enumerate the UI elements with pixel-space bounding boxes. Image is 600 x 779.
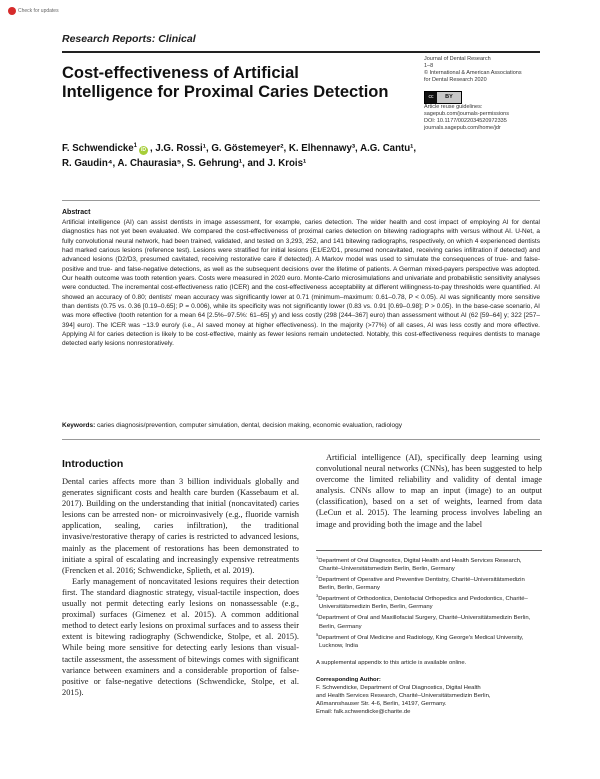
- introduction-heading: Introduction: [62, 458, 124, 470]
- section-label: Research Reports: Clinical: [62, 33, 196, 45]
- updates-icon: [8, 7, 16, 15]
- affiliation: $^5$Department of Oral Medicine and Radiology, King George's Medical University, Lucknow, India: [316, 631, 524, 649]
- page-range: 1–8: [424, 63, 434, 69]
- authors-line2: R. Gaudin⁴, A. Chaurasia⁵, S. Gehrung¹, and J. Krois¹: [62, 158, 307, 170]
- affiliation: $^2$Department of Operative and Preventive Dentistry, Charité–Universitätsmedizin Berlin, Berlin, Germany: [316, 574, 525, 592]
- doi[interactable]: DOI: 10.1177/0022034520972335: [424, 118, 507, 124]
- reuse-link[interactable]: sagepub.com/journals-permissions: [424, 111, 509, 117]
- header-rule: [62, 51, 540, 53]
- abstract-rule: [62, 200, 540, 201]
- affiliations-rule: [316, 550, 542, 551]
- affiliations: [316, 554, 542, 650]
- affiliation: $^1$Department of Oral Diagnostics, Digital Health and Health Services Research, Charité–Universitätsmedizin Berlin, Berlin, Germany: [316, 555, 522, 573]
- copyright-line-2: for Dental Research 2020: [424, 77, 487, 83]
- journal-meta: [424, 104, 554, 132]
- affiliation: $^3$Department of Orthodontics, Dentofacial Orthopedics and Pedodontics, Charité–Universitätsmedizin Berlin, Berlin, Germany: [316, 593, 528, 611]
- keywords-text: caries diagnosis/prevention, computer simulation, dental, decision making, economic evaluation, radiology: [95, 422, 402, 429]
- corresponding-heading: Corresponding Author:: [316, 677, 381, 683]
- corresponding-line: and Health Services Research, Charité–Universitätsmedizin Berlin,: [316, 693, 491, 700]
- corresponding-line: Aßmannshauser Str. 4-6, Berlin, 14197, Germany.: [316, 701, 447, 708]
- cc-by-label: BY: [437, 92, 461, 103]
- first-author-sup: 1: [133, 143, 137, 149]
- corresponding-line: F. Schwendicke, Department of Oral Diagnostics, Digital Health: [316, 685, 481, 692]
- journal-name: Journal of Dental Research: [424, 56, 491, 62]
- abstract-body: Artificial intelligence (AI) can assist dentists in image assessment, for example, caries detection. The wider health and cost impact of employing AI for dental diagnostics has not yet been evaluated. We compared the cost-effectiveness of proximal caries detection on bitewing radiographs with versus without AI. U-Net, a fully convolutional neural network, had been trained, validated, and tested on 3,293, 252, and 141 bitewing radiographs, respectively, on which 4 experienced dentists had marked carious lesions (reference test). Lesions were stratified for initial lesions (E1/E2/D1, presumed noncavitated, receiving caries infiltration if detected) and advanced lesions (D2/D3, presumed cavitated, receiving restorative care if detected). A Markov model was used to simulate the consequences of true- and false-positive and true- and false-negative detections, as well as the subsequent decisions over the lifetime of patients. A German mixed-payers perspective was adopted. Our health outcome was tooth retention years. Costs were measured in 2020 euro. Monte-Carlo microsimulations and univariate and probabilistic sensitivity analyses were conducted. The incremental cost-effectiveness ratio (ICER) and the cost-effectiveness acceptability at different willingness-to-pay thresholds were quantified. AI showed an accuracy of 0.80; dentists' mean accuracy was significantly lower at 0.71 (minimum–maximum: 0.61–0.78, P < 0.05). AI was significantly more sensitive than dentists (0.75 vs. 0.36 [0.19–0.65]; P = 0.006), while its specificity was not significantly lower (0.83 vs. 0.91 [0.69–0.98]; P > 0.05). In the base-case scenario, AI was more effective (tooth retention for a mean 64 [2.5%–97.5%: 61–65] y) and less costly (298 [244–367] euro) than assessment without AI (62 [59–64] y; 322 [257–394] euro). The ICER was −13.9 euro/y (i.e., AI saved money at higher effectiveness). In the majority (>77%) of all cases, AI was less costly and more effective. Applying AI for caries detection is likely to be cost-effective, mainly as fewer lesions remain undetected. Notably, this cost-effectiveness requires dentists to manage detected early lesions nonrestoratively.: [62, 219, 540, 348]
- intro-right-paragraph: Artificial intelligence (AI), specifically deep learning using convolutional neural networks (CNNs), has been suggested to help overcome the limited reliability and validity of dental image analysis. CNNs allow to map an input (image) to an output (classification), based on a set of weights, learned from data (LeCun et al. 2015). The learning process involves labeling an image and providing both the image and the label: [316, 453, 542, 529]
- journal-info: [424, 56, 550, 84]
- abstract-heading: Abstract: [62, 209, 91, 216]
- journal-home-link[interactable]: journals.sagepub.com/home/jdr: [424, 125, 501, 131]
- check-for-updates[interactable]: [8, 7, 59, 15]
- corresponding-email[interactable]: Email: falk.schwendicke@charite.de: [316, 709, 411, 716]
- orcid-icon[interactable]: iD: [140, 147, 146, 154]
- intro-left-column: [62, 476, 299, 698]
- keywords-rule: [62, 439, 540, 440]
- supplement-note: A supplemental appendix to this article is available online.: [316, 660, 467, 666]
- keywords-label: Keywords:: [62, 422, 96, 429]
- article-title: Cost-effectiveness of Artificial Intelligence for Proximal Caries Detection: [62, 64, 389, 101]
- first-author: F. Schwendicke: [62, 143, 134, 155]
- copyright-line-1: © International & American Associations: [424, 70, 522, 76]
- keywords: [62, 421, 540, 430]
- authors-rest: , J.G. Rossi¹, G. Göstemeyer², K. Elhennawy³, A.G. Cantu¹,: [149, 143, 417, 155]
- reuse-label: Article reuse guidelines:: [424, 104, 483, 110]
- corresponding-author: [316, 676, 542, 716]
- intro-paragraph-2: Early management of noncavitated lesions requires their detection first. The standard diagnostic strategy, visual-tactile inspection, does usually not permit detecting early lesions on nonassessable (e.g., proximal) surfaces (Gimenez et al. 2015). A common additional method to detect early lesions on proximal surfaces and to assess their extent is bitewing radiography (Schwendicke, Stolpe, et al. 2015). While being more sensitive for detecting early lesions than visual-tactile assessment, the assessment of bitewings comes with significant variance between examiners and a considerable proportion of false-positive or false-negative detections (Schwendicke, Stolpe, et al. 2015).: [62, 576, 299, 697]
- affiliation: $^4$Department of Oral and Maxillofacial Surgery, Charité–Universitätsmedizin Berlin, Berlin, Germany: [316, 612, 531, 630]
- updates-label: Check for updates: [18, 8, 59, 14]
- author-list: [62, 139, 540, 171]
- cc-license-badge[interactable]: [424, 91, 462, 104]
- cc-icon: cc: [425, 92, 437, 103]
- intro-paragraph-1: Dental caries affects more than 3 billion individuals globally and generates significant costs and health care burden (Kassebaum et al. 2017). Building on the understanding that initial (noncavitated) caries lesions can be arrested non- or microinvasively (e.g., fluoride varnish application, sealing, caries infiltration), the traditional invasive/restorative therapy of caries is restricted to advanced lesions, mainly as the placement of restorations has been demonstrated to initiate a spiral of escalating and increasingly expensive retreatments (Frencken et al. 2016; Schwendicke, Splieth, et al. 2019).: [62, 477, 299, 575]
